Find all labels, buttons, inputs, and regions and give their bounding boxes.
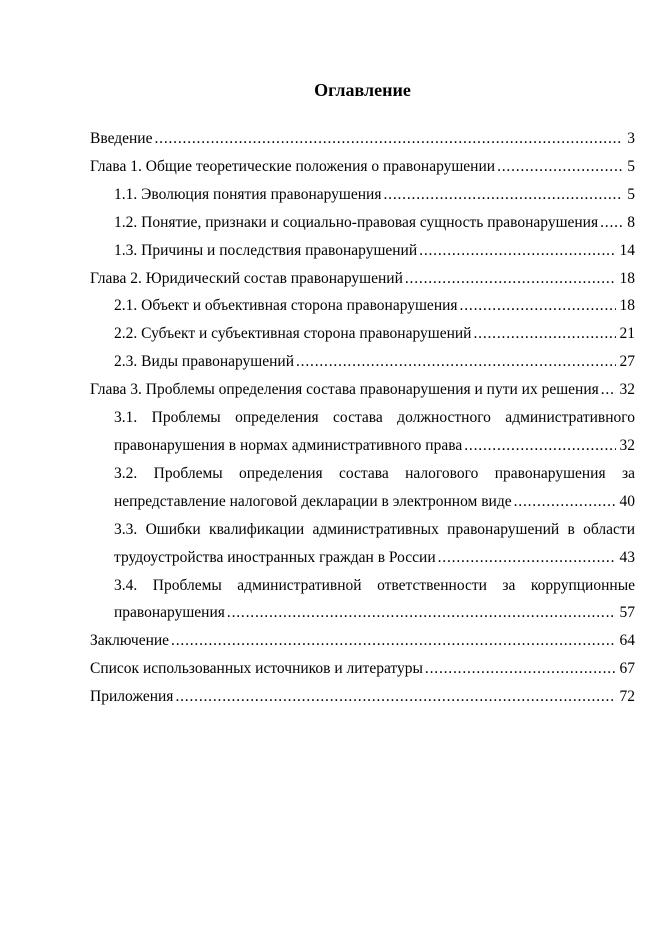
toc-page-number: 14 (619, 241, 635, 259)
toc-entry-text-wrap: 3.3. Ошибки квалификации административных правонарушений в области (114, 520, 635, 538)
toc-entry-text: Заключение (90, 632, 170, 650)
dot-leader (514, 488, 616, 516)
toc-entry[interactable] (90, 209, 635, 237)
toc-page-number: 43 (619, 548, 635, 566)
toc-entry[interactable] (90, 125, 635, 153)
toc-entry-line (114, 209, 635, 237)
toc-entry[interactable] (90, 181, 635, 209)
toc-page-number: 18 (619, 269, 635, 287)
toc-entry-text-wrap: 3.4. Проблемы административной ответственности за коррупционные (114, 576, 635, 594)
toc-entry-line (114, 432, 635, 460)
dot-leader (497, 153, 623, 181)
toc-page-number: 27 (619, 353, 635, 371)
toc-entry-text-wrap: 3.1. Проблемы определения состава должностного административного (114, 409, 635, 427)
toc-entry[interactable] (90, 265, 635, 293)
toc-entry-text: 1.3. Причины и последствия правонарушений (114, 241, 418, 259)
dot-leader (425, 655, 616, 683)
toc-page-number: 18 (619, 297, 635, 315)
toc-entry-line (90, 655, 635, 683)
toc-entry[interactable] (90, 320, 635, 348)
toc-entry[interactable] (90, 153, 635, 181)
dot-leader (419, 237, 615, 265)
toc-entry-text: 2.2. Субъект и субъективная сторона правонарушений (114, 325, 472, 343)
table-of-contents (90, 125, 635, 711)
toc-entry[interactable] (90, 460, 635, 516)
toc-page-number: 5 (627, 185, 635, 203)
toc-entry-text: Приложения (90, 688, 174, 706)
toc-page-number: 72 (619, 688, 635, 706)
toc-title: Оглавление (314, 80, 411, 100)
toc-page-number: 57 (619, 604, 635, 622)
toc-entry-line (114, 320, 635, 348)
toc-page-number: 64 (619, 632, 635, 650)
toc-entry-line (90, 683, 635, 711)
toc-entry-line (90, 153, 635, 181)
toc-entry[interactable] (90, 348, 635, 376)
toc-entry-text: Глава 1. Общие теоретические положения о правонарушении (90, 157, 496, 175)
toc-entry-text-wrap: 3.2. Проблемы определения состава налогового правонарушения за (114, 464, 635, 482)
toc-entry-text: 1.2. Понятие, признаки и социально-правовая сущность правонарушения (114, 213, 599, 231)
toc-entry[interactable] (90, 516, 635, 572)
dot-leader (296, 348, 616, 376)
dot-leader (601, 376, 616, 404)
toc-entry-line (114, 599, 635, 627)
toc-page-number: 32 (619, 381, 635, 399)
dot-leader (464, 432, 615, 460)
dot-leader (227, 599, 616, 627)
toc-page-number: 21 (619, 325, 635, 343)
toc-entry[interactable] (90, 572, 635, 628)
dot-leader (171, 627, 615, 655)
toc-entry-text: трудоустройства иностранных граждан в России (114, 548, 436, 566)
toc-entry[interactable] (90, 627, 635, 655)
toc-entry-text: Список использованных источников и литературы (90, 660, 423, 678)
dot-leader (405, 265, 616, 293)
toc-entry-text: непредставление налоговой декларации в электронном виде (114, 492, 512, 510)
toc-entry-line (114, 488, 635, 516)
toc-entry-text: правонарушения в нормах административного права (114, 436, 463, 454)
dot-leader (473, 320, 615, 348)
toc-page-number: 32 (619, 436, 635, 454)
toc-entry[interactable] (90, 404, 635, 460)
toc-entry-line (90, 265, 635, 293)
toc-entry-text: правонарушения (114, 604, 225, 622)
toc-entry-text: Глава 2. Юридический состав правонарушений (90, 269, 403, 287)
toc-entry-text: 2.3. Виды правонарушений (114, 353, 294, 371)
dot-leader (600, 209, 623, 237)
toc-entry[interactable] (90, 655, 635, 683)
toc-page-number: 3 (627, 130, 635, 147)
toc-page-number: 67 (619, 660, 635, 678)
dot-leader (438, 544, 616, 572)
toc-entry[interactable] (90, 237, 635, 265)
toc-entry-text: Глава 3. Проблемы определения состава правонарушения и пути их решения (90, 381, 599, 399)
dot-leader (383, 181, 623, 209)
toc-page-number: 5 (627, 157, 635, 175)
toc-entry-line (114, 348, 635, 376)
toc-entry-line (90, 376, 635, 404)
toc-entry-line (114, 181, 635, 209)
toc-page-number: 8 (627, 213, 635, 231)
toc-entry-line (114, 237, 635, 265)
toc-entry-line (114, 544, 635, 572)
toc-entry-text: 1.1. Эволюция понятия правонарушения (114, 185, 382, 203)
dot-leader (460, 292, 616, 320)
toc-entry[interactable] (90, 376, 635, 404)
toc-entry[interactable] (90, 292, 635, 320)
dot-leader (175, 683, 615, 711)
toc-page-number: 40 (619, 492, 635, 510)
toc-entry-line (90, 125, 635, 153)
toc-entry-line (90, 627, 635, 655)
toc-entry-text: Введение (90, 130, 153, 147)
dot-leader (154, 125, 623, 153)
toc-entry-line (114, 292, 635, 320)
toc-entry-text: 2.1. Объект и объективная сторона правонарушения (114, 297, 458, 315)
toc-entry[interactable] (90, 683, 635, 711)
